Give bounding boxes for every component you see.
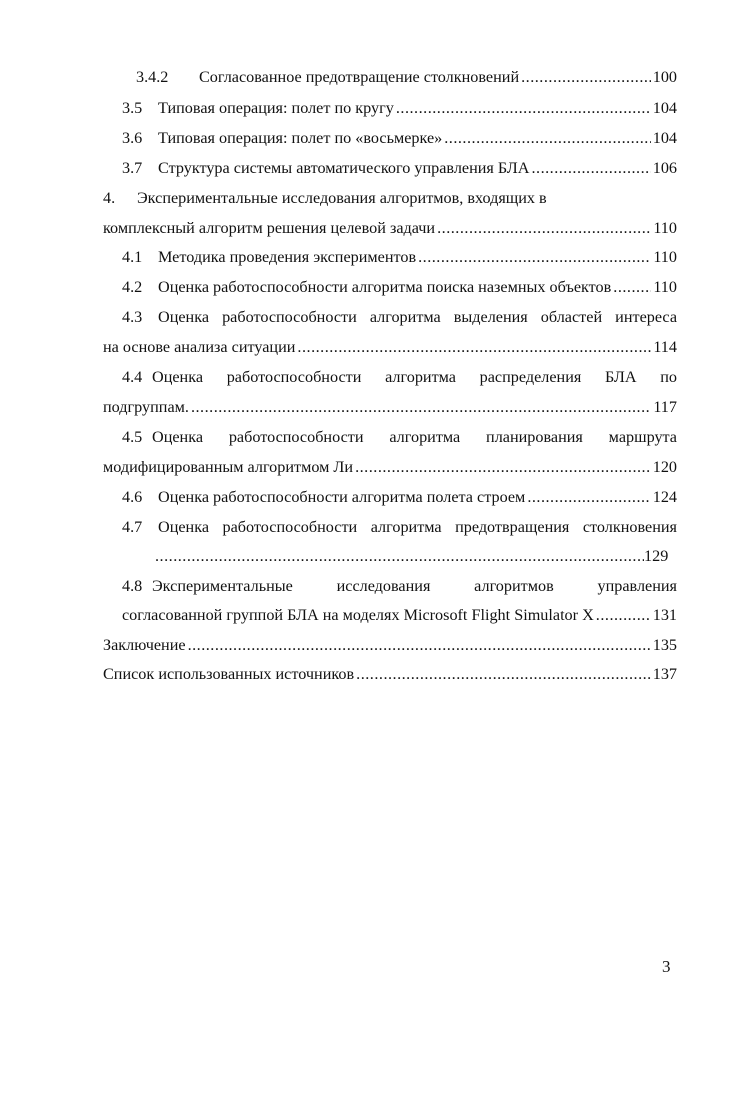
toc-dot-leader	[596, 600, 651, 630]
toc-entry-number: 4.3	[122, 308, 143, 326]
toc-entry-page: 114	[653, 338, 677, 356]
toc-entry-number: 3.4.2	[136, 68, 169, 86]
toc-entry-3-6	[122, 123, 677, 153]
toc-entry-number: 4.4	[122, 368, 143, 386]
toc-entry-title: Типовая операция: полет по «восьмерке»	[158, 129, 443, 147]
toc-dot-leader	[521, 62, 651, 92]
toc-entry-4-8-continued	[122, 600, 677, 630]
toc-dot-leader	[355, 452, 651, 482]
toc-entry-title: Список использованных источников	[103, 665, 355, 683]
toc-entry-title: согласованной группой БЛА на моделях Microsoft Flight Simulator X	[122, 606, 594, 624]
toc-entry-3-5	[122, 93, 677, 123]
toc-entry-number: 4.6	[122, 488, 143, 506]
toc-entry-4-1	[122, 242, 677, 272]
toc-dot-leader	[188, 630, 651, 660]
toc-entry-number: 4.8	[122, 577, 143, 595]
toc-entry-page: 131	[652, 606, 677, 624]
toc-entry-number: 4.7	[122, 518, 143, 536]
toc-entry-page: 135	[652, 636, 677, 654]
toc-entry-title: Оценка работоспособности алгоритма полета строем	[158, 488, 526, 506]
toc-entry-page: 110	[653, 219, 677, 237]
toc-dot-leader	[297, 332, 651, 362]
toc-entry-page: 124	[652, 488, 677, 506]
toc-entry-4-3-continued	[103, 332, 677, 362]
toc-entry-title: комплексный алгоритм решения целевой задачи	[103, 219, 436, 237]
toc-entry-title: Типовая операция: полет по кругу	[158, 99, 394, 117]
toc-entry-title: Согласованное предотвращение столкновений	[199, 68, 520, 86]
toc-entry-3-7	[122, 153, 677, 183]
toc-entry-title: Оценка работоспособности алгоритма предотвращения столкновения	[158, 518, 677, 536]
toc-entry-3-4-2	[136, 62, 677, 92]
toc-entry-title: подгруппам.	[103, 398, 189, 416]
toc-dot-leader	[613, 272, 651, 302]
toc-entry-page: 120	[652, 458, 677, 476]
toc-entry-title: на основе анализа ситуации	[103, 338, 296, 356]
toc-entry-number: 4.5	[122, 428, 143, 446]
toc-dot-leader	[155, 541, 644, 571]
toc-entry-4-6	[122, 482, 677, 512]
toc-dot-leader	[191, 392, 651, 422]
toc-dot-leader	[437, 213, 651, 243]
toc-entry-4-3	[122, 302, 677, 332]
toc-entry-4-4	[122, 362, 677, 392]
toc-entry-title: Оценка работоспособности алгоритма планирования маршрута	[152, 428, 677, 446]
toc-entry-4-7	[122, 512, 677, 542]
toc-entry-number: 3.5	[122, 99, 143, 117]
toc-entry-title: Структура системы автоматического управления БЛА	[158, 159, 530, 177]
toc-entry-4-continued	[103, 213, 677, 243]
toc-entry-page: 104	[652, 129, 677, 147]
toc-entry-title: Заключение	[103, 636, 186, 654]
toc-dot-leader	[418, 242, 651, 272]
toc-entry-4	[103, 183, 677, 213]
toc-entry-number: 4.	[103, 189, 116, 207]
toc-entry-page: 106	[652, 159, 677, 177]
toc-entry-4-8	[122, 571, 677, 601]
toc-dot-leader	[531, 153, 650, 183]
toc-entry-4-7-continued	[155, 541, 675, 571]
toc-entry-title: Оценка работоспособности алгоритма распределения БЛА по	[152, 368, 677, 386]
toc-entry-title: Экспериментальные исследования алгоритмов, входящих в	[137, 189, 547, 207]
toc-entry-page: 110	[653, 278, 677, 296]
toc-dot-leader	[356, 659, 651, 689]
toc-entry-title: модифицированным алгоритмом Ли	[103, 458, 354, 476]
toc-entry-4-5	[122, 422, 677, 452]
toc-entry-title: Методика проведения экспериментов	[158, 248, 417, 266]
toc-entry-4-2	[122, 272, 677, 302]
toc-entry-number: 3.6	[122, 129, 143, 147]
toc-entry-page: 110	[653, 248, 677, 266]
toc-entry-title: Оценка работоспособности алгоритма выделения областей интереса	[158, 308, 677, 326]
toc-entry-conclusion	[103, 630, 677, 660]
toc-entry-title: Оценка работоспособности алгоритма поиска наземных объектов	[158, 278, 612, 296]
toc-entry-page: 137	[652, 665, 677, 683]
toc-entry-4-5-continued	[103, 452, 677, 482]
toc-entry-title: Экспериментальные исследования алгоритмов управления	[152, 577, 677, 595]
toc-entry-page: 100	[652, 68, 677, 86]
toc-entry-page: 129	[644, 547, 669, 565]
toc-entry-page: 104	[652, 99, 677, 117]
toc-dot-leader	[396, 93, 651, 123]
toc-entry-number: 3.7	[122, 159, 143, 177]
toc-dot-leader	[444, 123, 650, 153]
toc-entry-number: 4.2	[122, 278, 143, 296]
toc-entry-number: 4.1	[122, 248, 143, 266]
toc-dot-leader	[527, 482, 650, 512]
toc-entry-references	[103, 659, 677, 689]
toc-entry-4-4-continued	[103, 392, 677, 422]
toc-entry-page: 117	[653, 398, 677, 416]
page-number: 3	[662, 957, 671, 976]
